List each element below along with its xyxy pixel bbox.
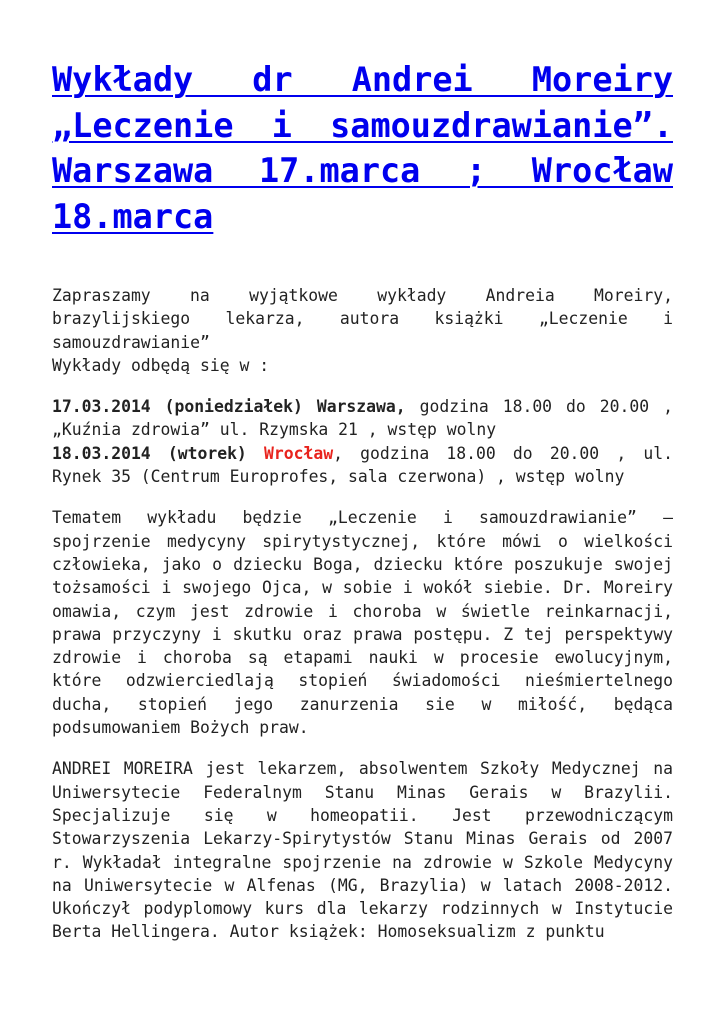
intro-invitation-text: Zapraszamy na wyjątkowe wykłady Andreia Moreiry, brazylijskiego lekarza, autora książki „Leczenie i samouzdrawianie” (52, 286, 673, 352)
document-page (52, 0, 673, 944)
topic-paragraph (52, 506, 673, 739)
topic-text: Tematem wykładu będzie „Leczenie i samouzdrawianie” – spojrzenie medycyny spirytystycznej, które mówi o wielkości człowieka, jako o dziecku Boga, dziecku które poszukuje swojej tożsamości i swojego Ojca, w sobie i wokół siebie. Dr. Moreiry omawia, czym jest zdrowie i choroba w świetle reinkarnacji, prawa przyczyny i skutku oraz prawa postępu. Z tej perspektywy zdrowie i choroba są etapami nauki w procesie ewolucyjnym, które odzwierciedlają stopień świadomości nieśmiertelnego ducha, stopień jego zanurzenia sie w miłość, będąca podsumowaniem Bożych praw. (52, 508, 673, 738)
article-title-link[interactable]: Wykłady dr Andrei Moreiry „Leczenie i samouzdrawianie”. Warszawa 17.marca ; Wrocław 18.marca (52, 60, 673, 236)
schedule-details-wroclaw: , godzina 18.00 do 20.00 , ul. Rynek 35 (Centrum Europrofes, sala czerwona) , wstęp wolny (52, 443, 673, 487)
schedule-city-warsaw: Warszawa, (316, 397, 406, 417)
article-title (52, 57, 673, 239)
schedule-details-warsaw: godzina 18.00 do 20.00 , „Kuźnia zdrowia” ul. Rzymska 21 , wstęp wolny (52, 397, 673, 440)
schedule-entry-warsaw (52, 395, 673, 442)
bio-paragraph (52, 757, 673, 943)
intro-paragraph (52, 284, 673, 377)
lecture-schedule (52, 395, 673, 488)
schedule-date-warsaw: 17.03.2014 (poniedziałek) (52, 397, 317, 417)
bio-text: ANDREI MOREIRA jest lekarzem, absolwentem Szkoły Medycznej na Uniwersytecie Federalnym Stanu Minas Gerais w Brazylii. Specjalizuje się w homeopatii. Jest przewodniczącym Stowarzyszenia Lekarzy-Spirytystów Stanu Minas Gerais od 2007 r. Wykładał integralne spojrzenie na zdrowie w Szkole Medycyny na Uniwersytecie w Alfenas (MG, Brazylia) w latach 2008-2012. Ukończył podyplomowy kurs dla lekarzy rodzinnych w Instytucie Berta Hellingera. Autor książek: Homoseksualizm z punktu (52, 759, 673, 942)
schedule-date-wroclaw: 18.03.2014 (wtorek) (52, 443, 264, 463)
intro-venue-text: Wykłady odbędą się w : (52, 355, 270, 375)
schedule-entry-wroclaw (52, 442, 673, 489)
schedule-city-wroclaw: Wrocław (264, 443, 334, 463)
